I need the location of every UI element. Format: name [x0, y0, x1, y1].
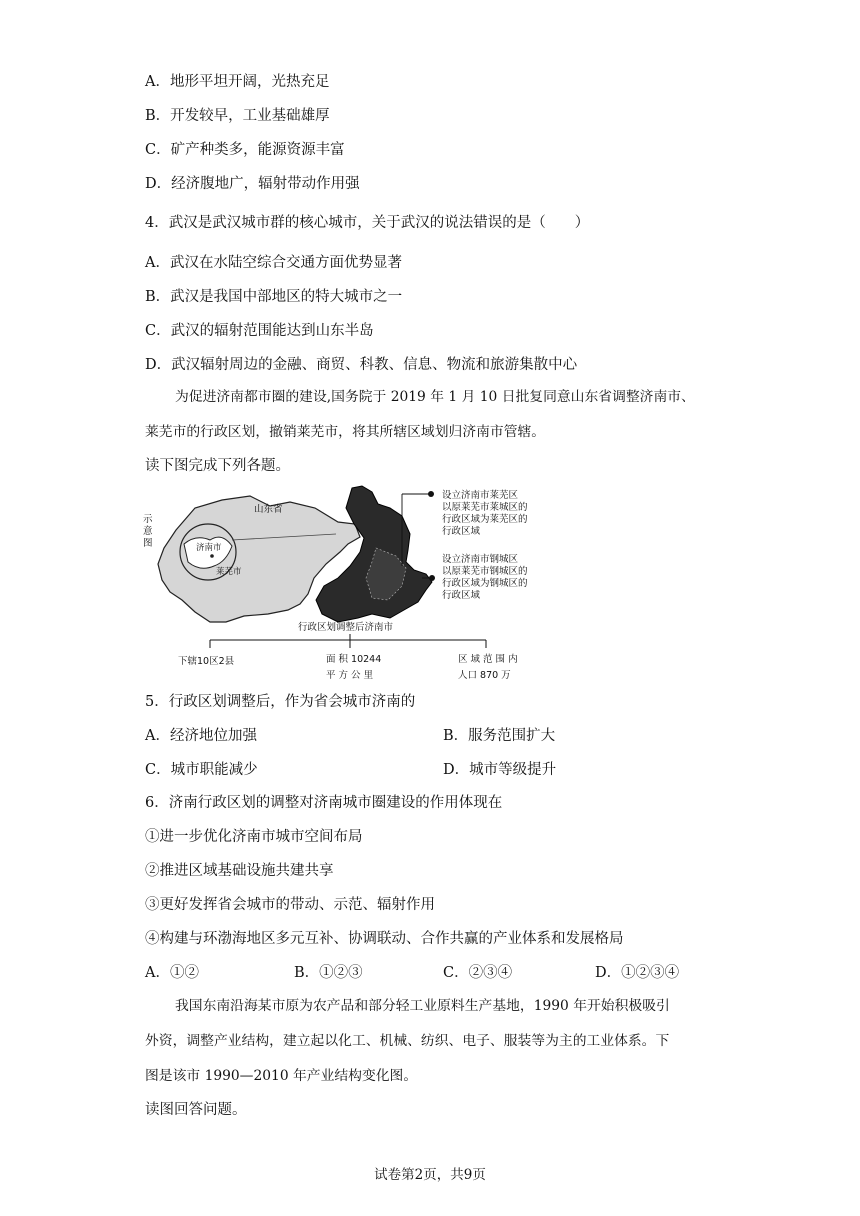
q6-item-3: ③更好发挥省会城市的带动、示范、辐射作用 [145, 897, 435, 913]
laiwu-inset-label: 莱芜市 [216, 567, 242, 577]
note1-line4: 行政区域 [442, 526, 481, 537]
q6-option-d: D．①②③④ [595, 965, 680, 981]
laiwu-dot [210, 554, 214, 558]
inset-label-2: 意 [143, 526, 153, 537]
q6-option-b: B．①②③ [294, 965, 363, 981]
inset-label-1: 示 [143, 514, 153, 525]
q6-option-c: C．②③④ [443, 965, 513, 981]
tree-branch3-line1: 区 域 范 围 内 [458, 654, 518, 665]
note2-line3: 行政区域为钢城区的 [442, 578, 528, 589]
q3-option-d: D．经济腹地广，辐射带动作用强 [145, 176, 360, 192]
q5-option-b: B．服务范围扩大 [443, 728, 556, 744]
note1-line3: 行政区域为莱芜区的 [442, 514, 528, 525]
tree-branch2-line1: 面 积 10244 [326, 654, 382, 665]
note2-line1: 设立济南市钢城区 [442, 554, 519, 565]
q4-option-c: C．武汉的辐射范围能达到山东半岛 [145, 323, 374, 339]
tree-branch3-line2: 人口 870 万 [458, 670, 511, 681]
note1-marker [428, 491, 434, 497]
q5-option-a: A．经济地位加强 [145, 728, 257, 744]
passage2-line1: 我国东南沿海某市原为农产品和部分轻工业原料生产基地，1990 年开始积极吸引 [175, 998, 670, 1014]
q5-option-d: D．城市等级提升 [443, 762, 557, 778]
q6-item-4: ④构建与环渤海地区多元互补、协调联动、合作共赢的产业体系和发展格局 [145, 931, 624, 947]
q6-item-1: ①进一步优化济南市城市空间布局 [145, 829, 363, 845]
inset-label-3: 图 [143, 538, 153, 549]
q3-option-a: A．地形平坦开阔，光热充足 [145, 74, 330, 90]
jinan-map-figure [140, 482, 540, 692]
tree-branch1: 下辖10区2县 [178, 656, 235, 667]
passage1-instruction: 读下图完成下列各题。 [145, 458, 290, 474]
passage1-line1: 为促进济南都市圈的建设,国务院于 2019 年 1 月 10 日批复同意山东省调整济南市、 [175, 389, 695, 405]
q5-stem: 5．行政区划调整后，作为省会城市济南的 [145, 694, 416, 710]
q6-option-a: A．①② [145, 965, 199, 981]
note1-line2: 以原莱芜市莱城区的 [442, 502, 528, 513]
passage2-line2: 外资，调整产业结构，建立起以化工、机械、纺织、电子、服装等为主的工业体系。下 [145, 1033, 670, 1049]
q6-item-2: ②推进区域基础设施共建共享 [145, 863, 334, 879]
tree-title: 行政区划调整后济南市 [298, 622, 394, 633]
q5-option-c: C．城市职能减少 [145, 762, 258, 778]
passage2-instruction: 读图回答问题。 [145, 1102, 247, 1118]
note2-marker [429, 575, 435, 581]
jinan-inset-label: 济南市 [196, 543, 222, 553]
q4-stem: 4．武汉是武汉城市群的核心城市，关于武汉的说法错误的是（ ） [145, 215, 590, 231]
passage2-line3: 图是该市 1990—2010 年产业结构变化图。 [145, 1068, 418, 1084]
note2-line4: 行政区域 [442, 590, 481, 601]
q6-stem: 6．济南行政区划的调整对济南城市圈建设的作用体现在 [145, 795, 503, 811]
jinan-map-svg [140, 482, 540, 692]
q4-option-b: B．武汉是我国中部地区的特大城市之一 [145, 289, 403, 305]
province-label: 山东省 [254, 504, 283, 515]
note1-line1: 设立济南市莱芜区 [442, 490, 519, 501]
q3-option-c: C．矿产种类多，能源资源丰富 [145, 142, 345, 158]
tree-branch2-line2: 平 方 公 里 [326, 670, 374, 681]
passage1-line2: 莱芜市的行政区划，撤销莱芜市，将其所辖区域划归济南市管辖。 [145, 424, 546, 440]
note2-line2: 以原莱芜市钢城区的 [442, 566, 528, 577]
q4-option-a: A．武汉在水陆空综合交通方面优势显著 [145, 255, 402, 271]
q4-option-d: D．武汉辐射周边的金融、商贸、科教、信息、物流和旅游集散中心 [145, 357, 578, 373]
page-footer: 试卷第2页，共9页 [374, 1167, 486, 1183]
q3-option-b: B．开发较早，工业基础雄厚 [145, 108, 330, 124]
